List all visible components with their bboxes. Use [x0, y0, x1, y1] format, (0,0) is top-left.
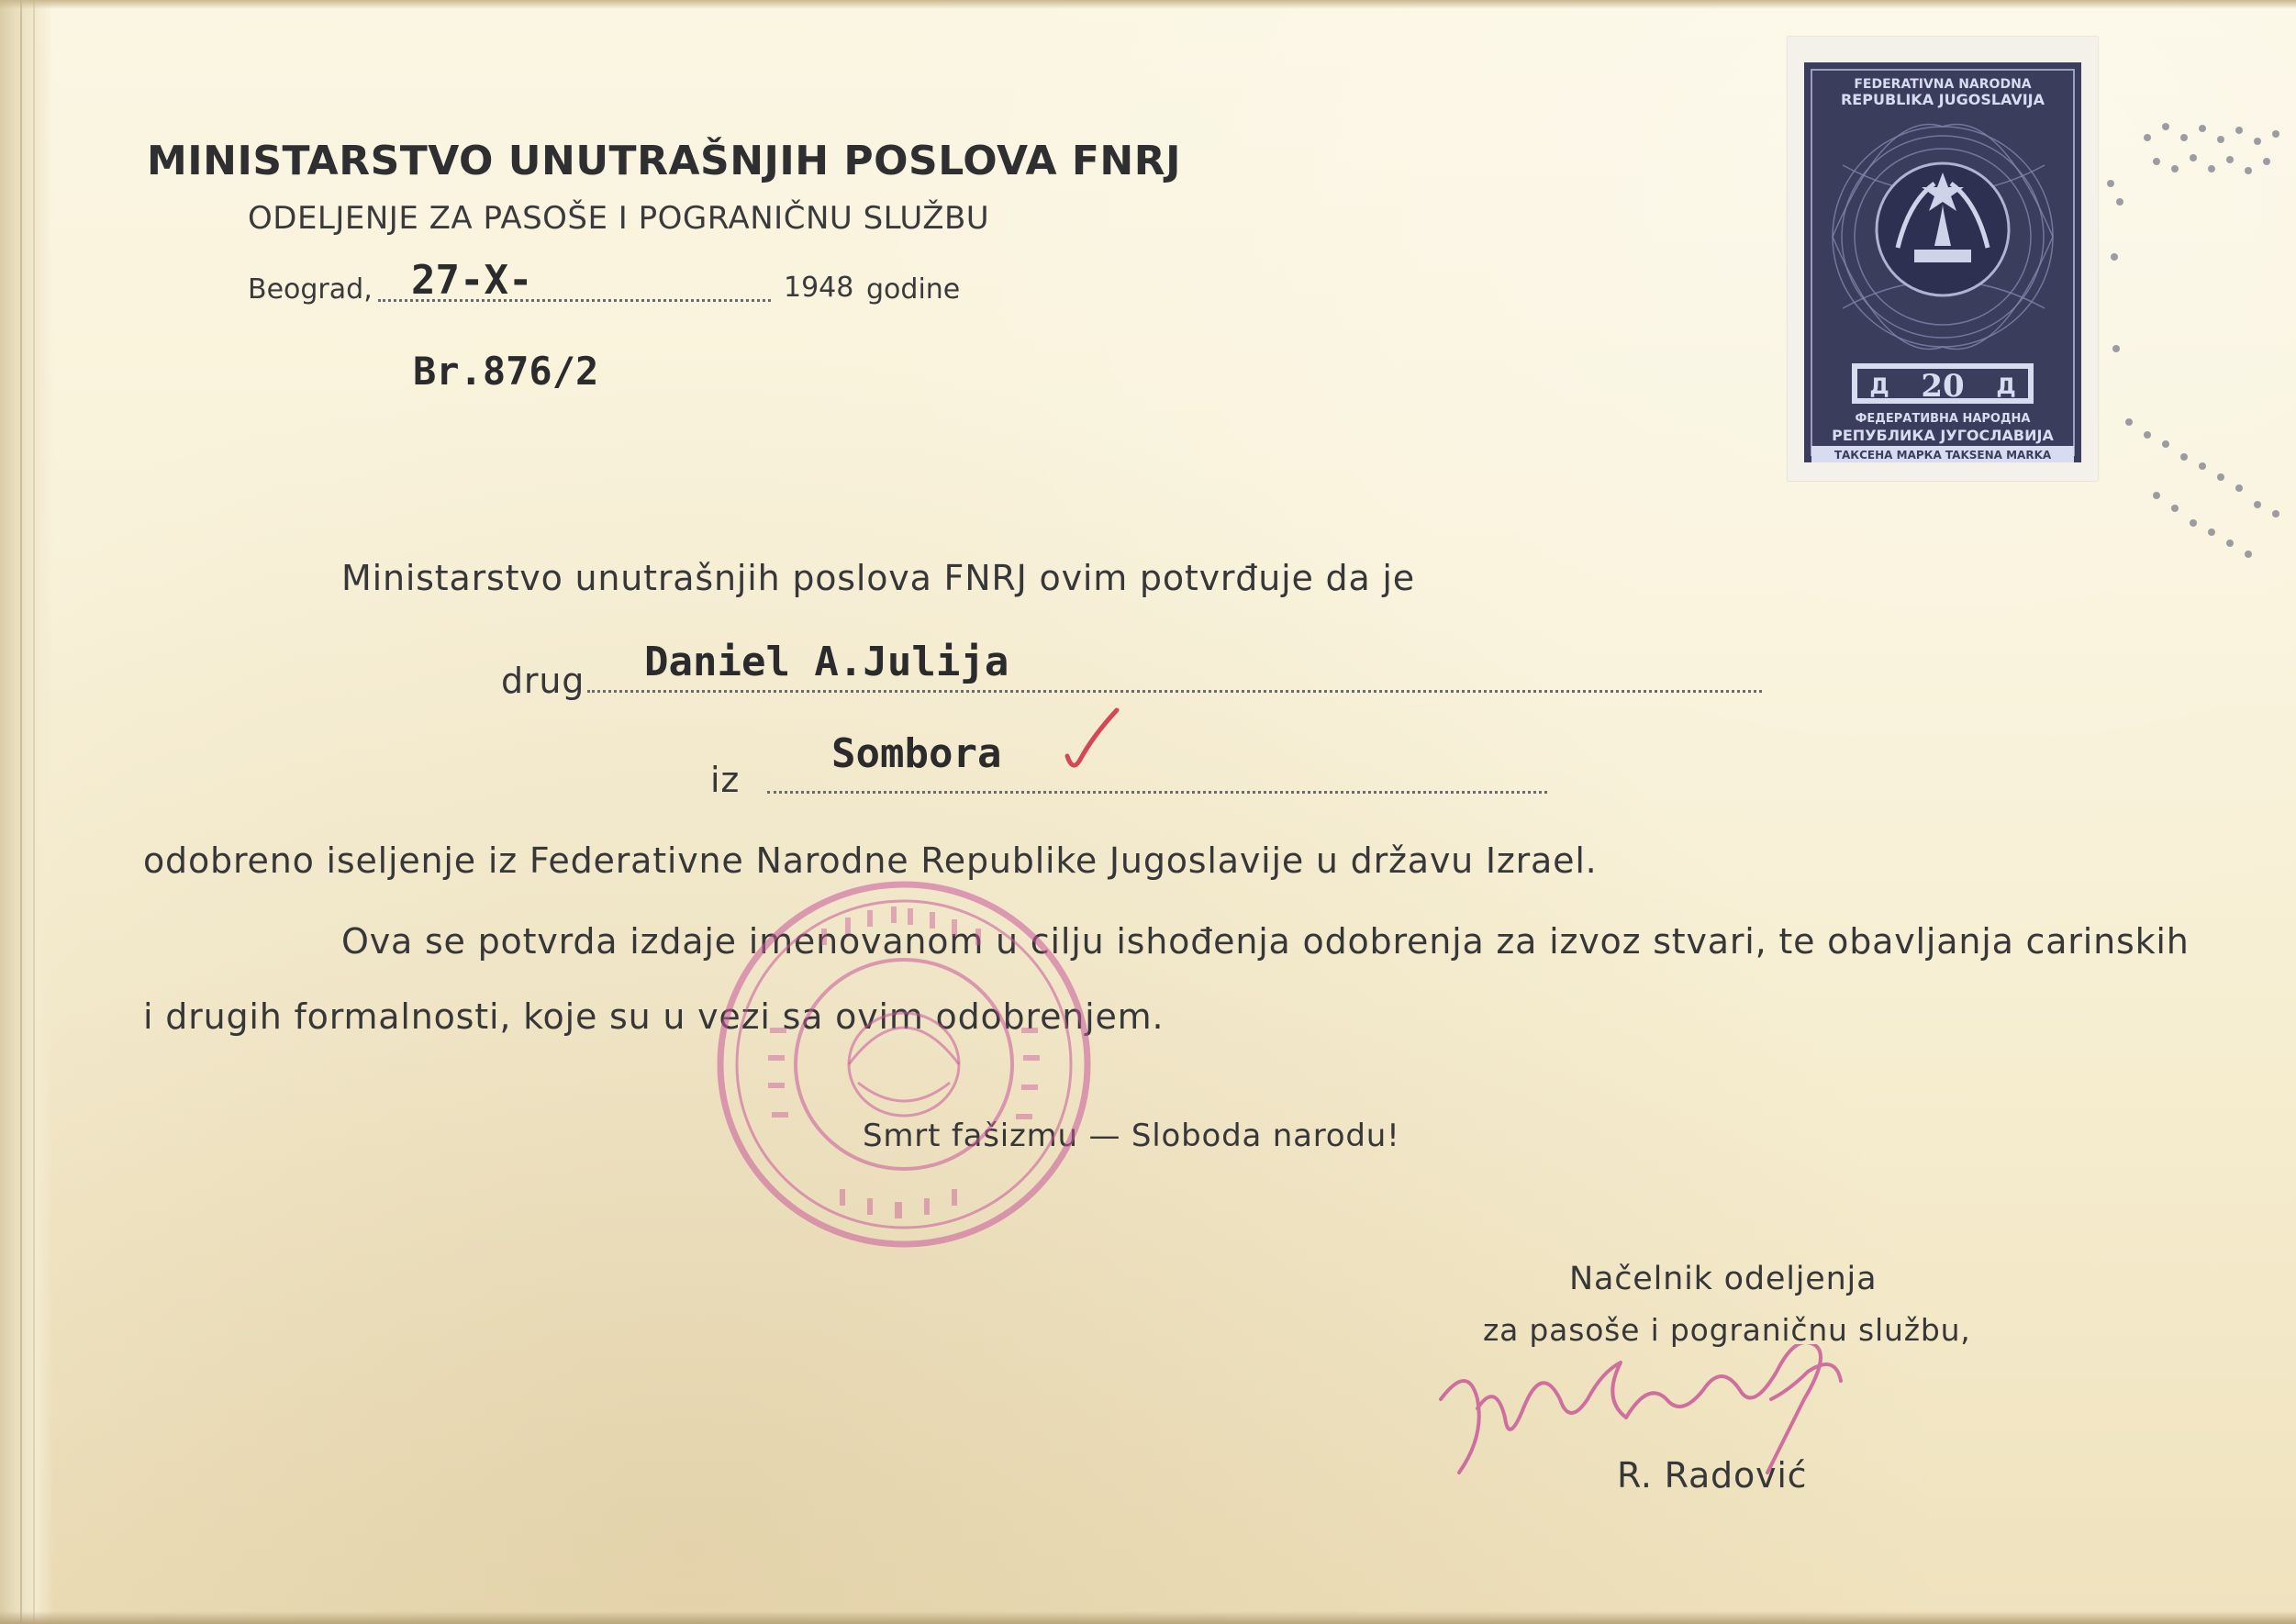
place-label: Beograd,: [248, 273, 373, 306]
stamp-top-line2: REPUBLIKA JUGOSLAVIJA: [1840, 91, 2045, 108]
typed-name: Daniel A.Julija: [644, 639, 1009, 685]
paper-top-edge: [0, 0, 2296, 9]
approval-text: odobreno iseljenje iz Federativne Narodne Republike Jugoslavije u državu Izrael.: [143, 840, 1598, 881]
paper-fold-line: [33, 0, 35, 1624]
ministry-heading: MINISTARSTVO UNUTRAŠNJIH POSLOVA FNRJ: [147, 138, 1182, 184]
typed-place: Sombora: [831, 730, 1002, 777]
official-seal: [711, 872, 1097, 1257]
year: 1948: [784, 272, 854, 304]
purpose-text-line1: Ova se potvrda izdaje imenovanom u cilju ishođenja odobrenja za izvoz stvari, te obavljanja carinskih: [341, 921, 2190, 962]
stamp-value-left: Д: [1869, 373, 1889, 399]
typed-date: 27-X-: [411, 257, 533, 304]
intro-text: Ministarstvo unutrašnjih poslova FNRJ ovim potvrđuje da je: [341, 558, 1415, 598]
stamp-bottom-line2: РЕПУБЛИКА ЈУГОСЛАВИЈА: [1832, 427, 2054, 444]
name-label: drug: [501, 661, 585, 701]
handwritten-signature: [1422, 1344, 1900, 1500]
check-mark-icon: [1060, 706, 1124, 780]
year-suffix: godine: [866, 273, 961, 306]
revenue-stamp: [1788, 37, 2098, 481]
reference-number: Br.876/2: [413, 349, 599, 394]
stamp-top-line1: FEDERATIVNA NARODNA: [1854, 77, 2032, 92]
paper-left-edge: [0, 0, 53, 1624]
perforation-dots: [2092, 73, 2294, 587]
name-dotted-line: [587, 690, 1762, 693]
signatory-name: R. Radović: [1617, 1455, 1808, 1496]
stamp-value: 20: [1921, 368, 1965, 405]
signatory-title-line1: Načelnik odeljenja: [1569, 1261, 1878, 1297]
paper-bottom-edge: [0, 1611, 2296, 1624]
stamp-footer: ТАКСЕНА МАРКА TAKSENA MARKA: [1833, 449, 2052, 462]
signatory-title-line2: za pasoše i pograničnu službu,: [1483, 1312, 1971, 1348]
from-label: iz: [710, 760, 741, 800]
stamp-bottom-line1: ФЕДЕРАТИВНА НАРОДНА: [1855, 412, 2031, 426]
department-subheading: ODELJENJE ZA PASOŠE I POGRANIČNU SLUŽBU: [248, 200, 990, 237]
paper-fold-line: [20, 0, 22, 1624]
purpose-text-line2: i drugih formalnosti, koje su u vezi sa ovim odobrenjem.: [143, 996, 1165, 1037]
slogan: Smrt fašizmu — Sloboda narodu!: [863, 1118, 1400, 1154]
stamp-value-right: Д: [1996, 373, 2016, 399]
from-dotted-line: [767, 791, 1547, 794]
